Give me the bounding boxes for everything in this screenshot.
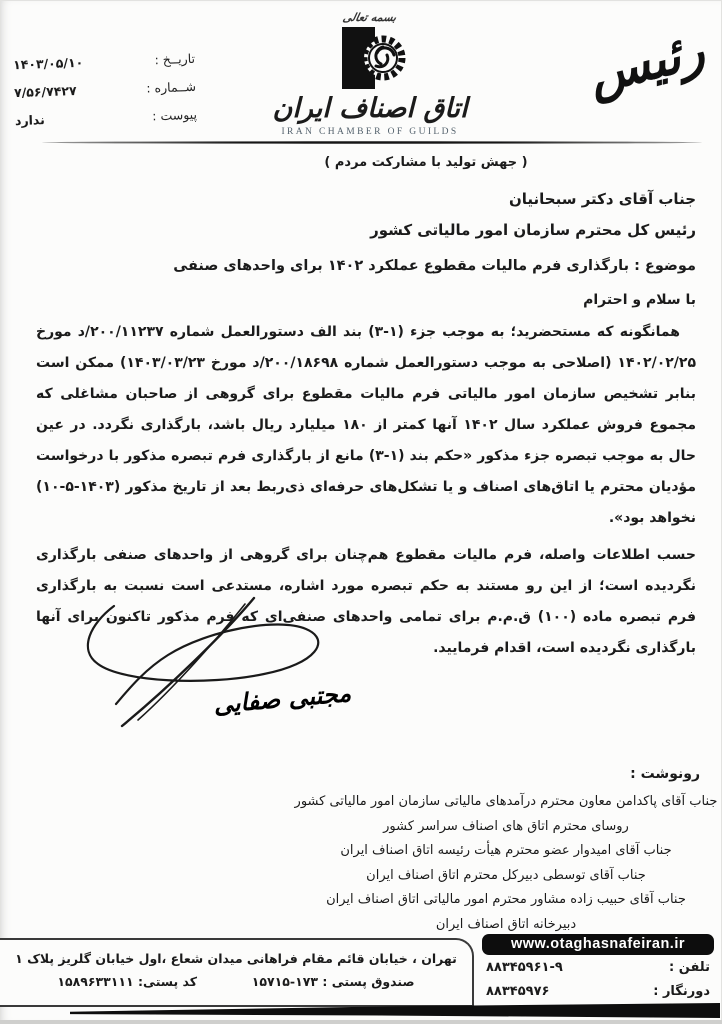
- fax-row: [482, 979, 714, 1003]
- header-divider: [42, 141, 702, 144]
- fax-value: ۸۸۳۴۵۹۷۶: [486, 984, 550, 999]
- postal-code-value: ۱۵۸۹۶۳۳۱۱۱: [57, 974, 134, 989]
- recipient-name: جناب آقای دکتر سبحانیان: [508, 190, 696, 208]
- number-value: ۷/۵۶/۷۴۲۷: [13, 82, 77, 101]
- signature-scribble: [48, 592, 358, 732]
- recipient-title: رئیس کل محترم سازمان امور مالیاتی کشور: [370, 221, 696, 239]
- date-value: ۱۴۰۳/۰۵/۱۰: [12, 54, 84, 73]
- phone-row: [482, 955, 714, 979]
- paragraph-2: حسب اطلاعات واصله، فرم مالیات مقطوع هم‌چنان برای گروهی از واحدهای صنفی بارگذاری نگردیده است؛ از این رو مستند به حکم تبصره مورد اشاره، مستدعی است نسبت به بارگذاری فرم تبصره ماده (۱۰۰) ق.م.م برای تمامی واحدهای صنفی‌ای که فرم مذکور تاکنون برای آنها بارگذاری نگردیده است، اقدام فرمایید.: [36, 547, 696, 656]
- gear-emblem-icon: [326, 26, 414, 98]
- paragraph-1: همانگونه که مستحضرید؛ به موجب جزء (۱-۳) بند الف دستورالعمل شماره ۲۰۰/۱۱۲۳۷/د مورخ ۱۴۰۲/۰۲/۲۵ (اصلاحی به موجب دستورالعمل شماره ۲۰۰/۱۸۶۹۸/د مورخ ۱۴۰۳/۰۳/۲۳) ممکن است بنابر تشخیص سازمان امور مالیاتی فرم مالیات مقطوع برای گروهی از صاحبان مشاغلی که مجموع فروش عملکرد سال ۱۴۰۲ آنها کمتر از ۱۸۰ میلیارد ریال باشد، بارگذاری نگردد. در عین حال به موجب تبصره جزء مذکور «حکم بند (۱-۳) مانع از بارگذاری فرم تبصره مذکور با درخواست مؤدیان محترم یا اتاق‌های اصناف و یا تشکل‌های حرفه‌ای ذی‌ربط بعد از تاریخ مذکور (۱۴۰۳-۵-۱۰) نخواهد بود».: [36, 324, 696, 526]
- cc-item: روسای محترم اتاق های اصناف سراسر کشور: [383, 818, 629, 834]
- attachment-label: پیوست :: [152, 106, 198, 124]
- bismillah-script: بسمه تعالی: [342, 11, 398, 24]
- letter-meta-block: [13, 45, 198, 135]
- attachment-value: ندارد: [14, 112, 46, 129]
- org-name-english: IRAN CHAMBER OF GUILDS: [281, 127, 459, 137]
- scan-edge-artifact: [0, 1020, 722, 1024]
- postal-code-label: کد پستی:: [138, 974, 198, 989]
- cc-item: دبیرخانه اتاق اصناف ایران: [435, 916, 577, 932]
- pobox-label: صندوق پستی :: [322, 974, 415, 989]
- cc-item: جناب آقای امیدوار عضو محترم هیأت رئیسه اتاق اصناف ایران: [340, 843, 672, 858]
- cc-item: جناب آقای حبیب زاده مشاور محترم امور مالیاتی اتاق اصناف ایران: [326, 892, 686, 907]
- number-label: شــماره :: [146, 78, 197, 96]
- postal-line: [0, 970, 472, 993]
- attachment-field: [15, 101, 198, 135]
- year-slogan: ( جهش تولید با مشارکت مردم ): [324, 155, 528, 170]
- phone-value: ۸۸۳۴۵۹۶۱-۹: [486, 960, 563, 975]
- address-box: [0, 938, 474, 1007]
- subject-line: موضوع : بارگذاری فرم مالیات مقطوع عملکرد ۱۴۰۲ برای واحدهای صنفی: [173, 258, 696, 274]
- letterhead-footer: [0, 932, 722, 1024]
- org-logo-block: [268, 6, 472, 137]
- contact-block: [482, 934, 714, 1003]
- signatory-name: مجتبی صفایی: [212, 679, 353, 719]
- date-label: تاریــخ :: [154, 50, 196, 68]
- website-link[interactable]: www.otaghasnafeiran.ir: [482, 934, 714, 955]
- phone-label: تلفن :: [669, 960, 710, 975]
- president-calligraphy: رئیس: [582, 20, 710, 106]
- pobox-value: ۱۵۷۱۵-۱۷۳: [251, 974, 319, 989]
- cc-list: [290, 790, 722, 937]
- salutation: با سلام و احترام: [583, 292, 696, 308]
- cc-item: جناب آقای پاکدامن معاون محترم درآمدهای مالیاتی سازمان امور مالیاتی کشور: [294, 794, 718, 809]
- cc-heading: رونوشت :: [630, 766, 700, 782]
- org-name-farsi: اتاق اصناف ایران: [272, 93, 468, 124]
- address-line: تهران ، خیابان قائم مقام فراهانی میدان شعاع ،اول خیابان گلریز پلاک ۱: [15, 951, 457, 966]
- cc-item: جناب آقای توسطی دبیرکل محترم اتاق اصناف ایران: [366, 867, 646, 883]
- fax-label: دورنگار :: [653, 984, 710, 999]
